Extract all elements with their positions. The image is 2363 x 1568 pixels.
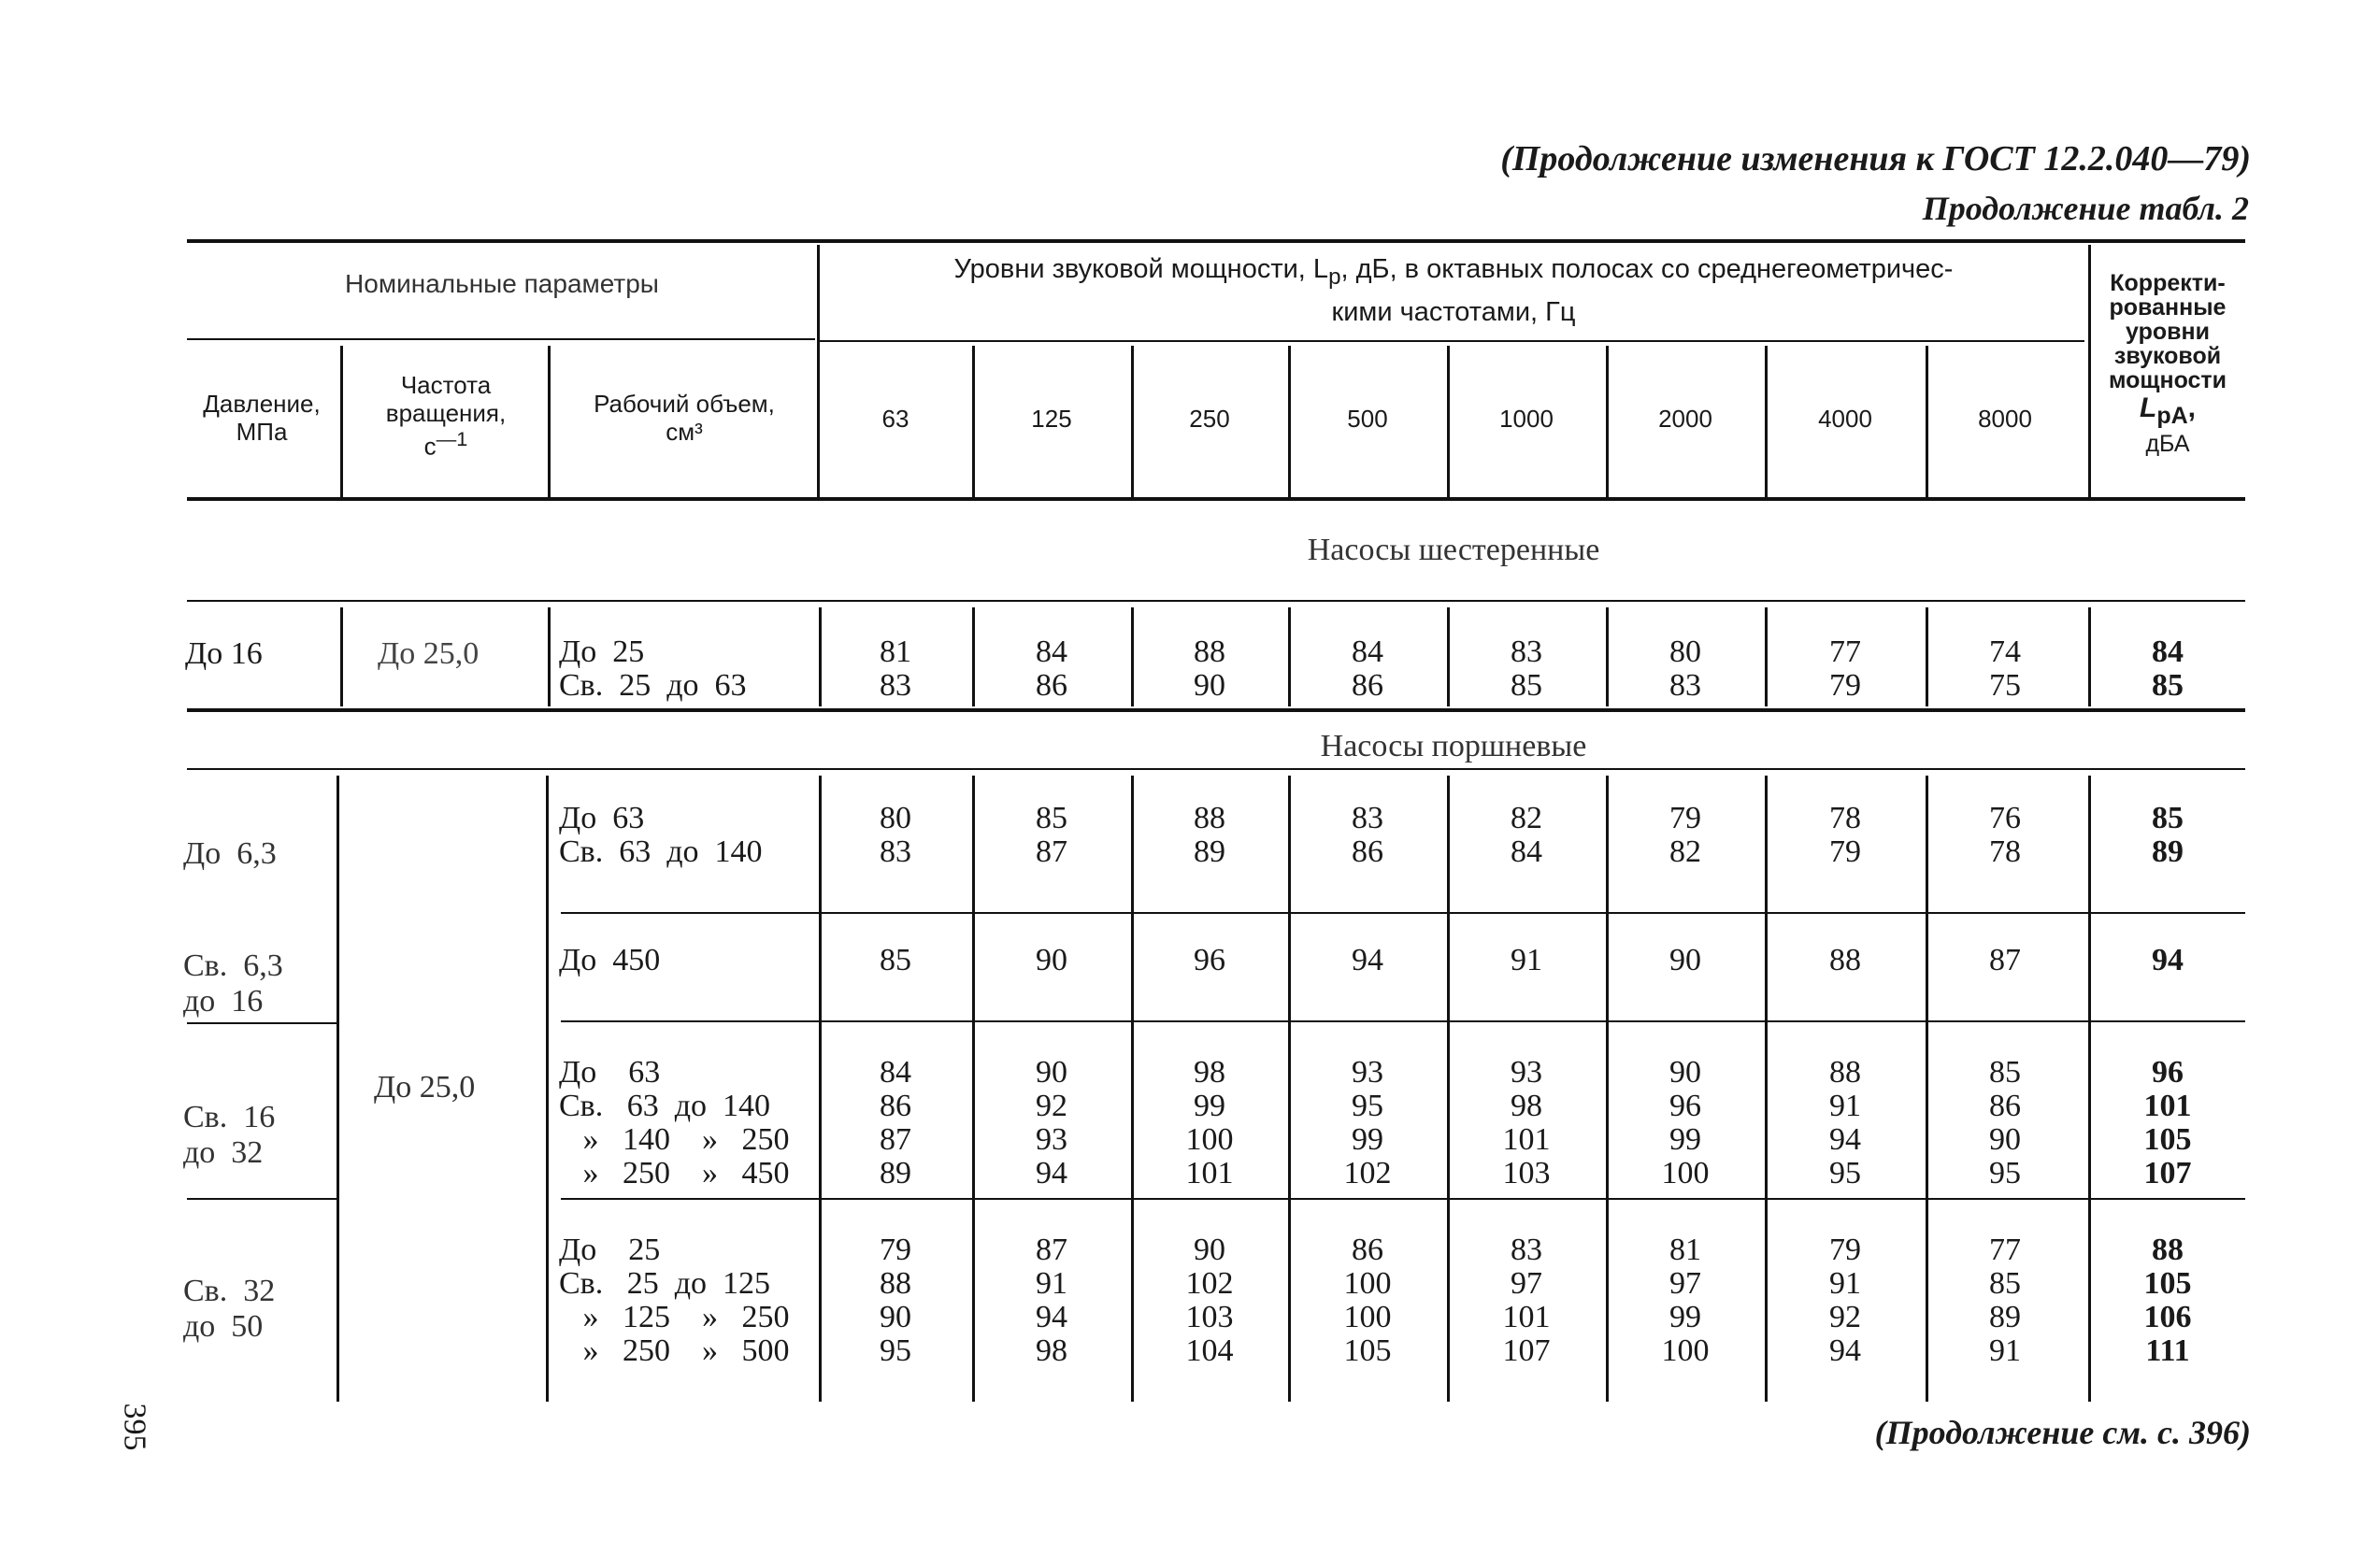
piston-value-g3-r3-c7: 91: [1989, 1333, 2021, 1368]
volume-l2: см³: [666, 417, 703, 446]
piston-value-g3-r3-c3: 105: [1343, 1333, 1392, 1368]
header-sound-levels-rest: , дБ, в октавных полосах со среднегеометричес-: [1340, 254, 1954, 284]
piston-value-g3-r1-c2: 102: [1185, 1266, 1234, 1301]
rule-gear-bottom: [187, 708, 2245, 712]
gear-value-r1-c6: 79: [1829, 668, 1861, 703]
header-sound-levels-sub: р: [1328, 264, 1341, 290]
piston-value-g1-r0-c1: 90: [1036, 943, 1067, 977]
piston-volume-g3-r1: Св. 25 до 125: [559, 1266, 771, 1301]
gear-pressure: До 16: [185, 636, 263, 671]
gear-value-r1-c2: 90: [1194, 668, 1225, 703]
piston-value-g2-r3-c2: 101: [1185, 1156, 1234, 1190]
band-header-250: 250: [1189, 405, 1230, 433]
corrected-l1: Корректи-: [2110, 270, 2226, 296]
piston-value-g0-r1-c7: 78: [1989, 834, 2021, 869]
piston-volume-g3-r2: » 125 » 250: [559, 1300, 790, 1334]
piston-value-g0-r0-c8: 85: [2152, 801, 2184, 835]
rule-piston-g1-left: [187, 1022, 337, 1024]
piston-value-g3-r2-c0: 90: [880, 1300, 911, 1334]
footer-continued: (Продолжение см. с. 396): [1874, 1414, 2251, 1451]
piston-value-g2-r2-c8: 105: [2143, 1122, 2192, 1157]
piston-volume-g2-r1: Св. 63 до 140: [559, 1089, 771, 1123]
rule-top: [187, 239, 2245, 243]
piston-value-g2-r0-c2: 98: [1194, 1055, 1225, 1090]
vrule-freq: [548, 346, 551, 497]
piston-value-g2-r0-c8: 96: [2152, 1055, 2184, 1090]
piston-value-g1-r0-c0: 85: [880, 943, 911, 977]
rule-gear-top: [187, 600, 2245, 602]
piston-value-g0-r0-c3: 83: [1352, 801, 1383, 835]
piston-volume-g1-r0: До 450: [559, 943, 661, 977]
gear-value-r1-c4: 85: [1511, 668, 1542, 703]
section-gear-title: Насосы шестеренные: [1307, 533, 1600, 567]
piston-value-g0-r0-c7: 76: [1989, 801, 2021, 835]
corrected-l3: уровни: [2126, 319, 2210, 345]
freq-l3: [344, 428, 548, 462]
vrule-volume: [817, 245, 820, 497]
piston-volume-g2-r2: » 140 » 250: [559, 1122, 790, 1157]
gear-value-r0-c7: 74: [1989, 634, 2021, 669]
gear-value-r0-c6: 77: [1829, 634, 1861, 669]
piston-value-g1-r0-c3: 94: [1352, 943, 1383, 977]
piston-value-g3-r1-c4: 97: [1511, 1266, 1542, 1301]
piston-value-g0-r0-c2: 88: [1194, 801, 1225, 835]
piston-value-g0-r0-c1: 85: [1036, 801, 1067, 835]
piston-value-g3-r0-c0: 79: [880, 1233, 911, 1267]
piston-value-g3-r2-c8: 106: [2143, 1300, 2192, 1334]
piston-value-g1-r0-c6: 88: [1829, 943, 1861, 977]
piston-value-g0-r1-c5: 82: [1669, 834, 1701, 869]
piston-value-g3-r3-c0: 95: [880, 1333, 911, 1368]
piston-volume-g2-r3: » 250 » 450: [559, 1156, 790, 1190]
piston-pressure-g1-1: до 16: [183, 984, 264, 1019]
piston-value-g2-r2-c0: 87: [880, 1122, 911, 1157]
piston-value-g0-r1-c6: 79: [1829, 834, 1861, 869]
piston-value-g3-r2-c1: 94: [1036, 1300, 1067, 1334]
band-header-63: 63: [881, 405, 909, 433]
piston-value-g3-r0-c2: 90: [1194, 1233, 1225, 1267]
gear-value-r0-c1: 84: [1036, 634, 1067, 669]
piston-value-g2-r3-c8: 107: [2143, 1156, 2192, 1190]
piston-value-g0-r1-c0: 83: [880, 834, 911, 869]
gear-freq: До 25,0: [378, 636, 480, 671]
piston-value-g0-r0-c6: 78: [1829, 801, 1861, 835]
piston-pressure-g1-0: Св. 6,3: [183, 948, 283, 983]
piston-value-g2-r1-c8: 101: [2143, 1089, 2192, 1123]
piston-value-g2-r2-c2: 100: [1185, 1122, 1234, 1157]
piston-value-g2-r3-c0: 89: [880, 1156, 911, 1190]
piston-value-g3-r1-c8: 105: [2143, 1266, 2192, 1301]
piston-value-g3-r1-c0: 88: [880, 1266, 911, 1301]
piston-value-g2-r0-c0: 84: [880, 1055, 911, 1090]
piston-value-g3-r1-c1: 91: [1036, 1266, 1067, 1301]
rule-piston-g3: [561, 1198, 2245, 1200]
piston-volume-g2-r0: До 63: [559, 1055, 661, 1090]
page-number: 395: [117, 1403, 152, 1451]
piston-value-g2-r2-c7: 90: [1989, 1122, 2021, 1157]
piston-value-g3-r3-c5: 100: [1661, 1333, 1710, 1368]
piston-value-g1-r0-c8: 94: [2152, 943, 2184, 977]
piston-freq: До 25,0: [374, 1070, 476, 1105]
piston-value-g3-r1-c7: 85: [1989, 1266, 2021, 1301]
band-header-2000: 2000: [1658, 405, 1712, 433]
gear-value-r1-c8: 85: [2152, 668, 2184, 703]
gear-value-r0-c5: 80: [1669, 634, 1701, 669]
freq-l2: вращения,: [385, 398, 507, 427]
piston-value-g2-r3-c7: 95: [1989, 1156, 2021, 1190]
piston-value-g2-r0-c7: 85: [1989, 1055, 2021, 1090]
vrule-gear-2: [548, 607, 551, 706]
gear-value-r1-c0: 83: [880, 668, 911, 703]
piston-value-g2-r3-c6: 95: [1829, 1156, 1861, 1190]
piston-value-g3-r2-c7: 89: [1989, 1300, 2021, 1334]
piston-value-g2-r2-c6: 94: [1829, 1122, 1861, 1157]
piston-value-g3-r2-c3: 100: [1343, 1300, 1392, 1334]
header-sound-levels-text: Уровни звуковой мощности, L: [953, 254, 1329, 284]
piston-value-g3-r3-c8: 111: [2145, 1333, 2190, 1368]
piston-value-g3-r0-c1: 87: [1036, 1233, 1067, 1267]
piston-value-g3-r1-c3: 100: [1343, 1266, 1392, 1301]
piston-value-g0-r1-c1: 87: [1036, 834, 1067, 869]
piston-value-g3-r3-c2: 104: [1185, 1333, 1234, 1368]
vrule-pressure: [340, 346, 343, 497]
vrule-piston-2: [546, 776, 549, 1402]
gear-value-r1-c1: 86: [1036, 668, 1067, 703]
rule-header-mid-bands: [819, 340, 2084, 342]
piston-pressure-g2-0: Св. 16: [183, 1100, 276, 1134]
piston-value-g2-r0-c1: 90: [1036, 1055, 1067, 1090]
freq-l1: Частота: [400, 371, 492, 399]
pressure-l1: Давление,: [203, 390, 321, 418]
piston-volume-g3-r3: » 250 » 500: [559, 1333, 790, 1368]
piston-value-g1-r0-c4: 91: [1511, 943, 1542, 977]
piston-value-g2-r1-c5: 96: [1669, 1089, 1701, 1123]
corrected-l5: мощности: [2108, 367, 2227, 393]
piston-value-g3-r3-c6: 94: [1829, 1333, 1861, 1368]
gear-value-r1-c7: 75: [1989, 668, 2021, 703]
piston-value-g0-r1-c8: 89: [2152, 834, 2184, 869]
piston-value-g3-r0-c5: 81: [1669, 1233, 1701, 1267]
piston-value-g3-r0-c4: 83: [1511, 1233, 1542, 1267]
piston-volume-g0-r1: Св. 63 до 140: [559, 834, 763, 869]
piston-value-g2-r1-c0: 86: [880, 1089, 911, 1123]
header-sound-levels-line2: кими частотами, Гц: [1331, 297, 1576, 327]
piston-volume-g3-r0: До 25: [559, 1233, 661, 1267]
band-header-1000: 1000: [1499, 405, 1554, 433]
piston-value-g2-r0-c5: 90: [1669, 1055, 1701, 1090]
gear-volume-0: До 25: [559, 634, 645, 669]
table-continuation-label: Продолжение табл. 2: [1922, 190, 2249, 227]
gear-value-r1-c3: 86: [1352, 668, 1383, 703]
header-pressure: [183, 391, 340, 447]
piston-value-g0-r0-c5: 79: [1669, 801, 1701, 835]
rule-header-mid-left: [187, 338, 815, 340]
piston-value-g3-r0-c8: 88: [2152, 1233, 2184, 1267]
piston-value-g2-r3-c5: 100: [1661, 1156, 1710, 1190]
piston-value-g2-r2-c5: 99: [1669, 1122, 1701, 1157]
corrected-l2: рованные: [2109, 294, 2227, 321]
band-header-500: 500: [1347, 405, 1388, 433]
piston-value-g2-r1-c6: 91: [1829, 1089, 1861, 1123]
piston-value-g2-r1-c1: 92: [1036, 1089, 1067, 1123]
freq-sup: —1: [436, 426, 468, 450]
piston-value-g2-r1-c2: 99: [1194, 1089, 1225, 1123]
piston-value-g2-r0-c4: 93: [1511, 1055, 1542, 1090]
vrule-piston-1: [337, 776, 339, 1402]
piston-pressure-g2-1: до 32: [183, 1135, 264, 1170]
rule-piston-g2-left: [187, 1198, 337, 1200]
piston-pressure-g0-0: До 6,3: [183, 836, 277, 871]
piston-value-g3-r1-c5: 97: [1669, 1266, 1701, 1301]
rule-piston-g2: [561, 1020, 2245, 1022]
band-header-4000: 4000: [1818, 405, 1872, 433]
section-piston-title: Насосы поршневые: [1320, 729, 1587, 763]
piston-value-g2-r0-c3: 93: [1352, 1055, 1383, 1090]
rule-piston-g1: [561, 912, 2245, 914]
piston-value-g3-r3-c1: 98: [1036, 1333, 1067, 1368]
piston-value-g0-r1-c3: 86: [1352, 834, 1383, 869]
gear-value-r0-c0: 81: [880, 634, 911, 669]
gear-value-r0-c4: 83: [1511, 634, 1542, 669]
header-volume: [551, 391, 817, 447]
piston-value-g3-r2-c5: 99: [1669, 1300, 1701, 1334]
piston-value-g2-r2-c3: 99: [1352, 1122, 1383, 1157]
band-header-8000: 8000: [1978, 405, 2032, 433]
piston-value-g3-r1-c6: 91: [1829, 1266, 1861, 1301]
piston-value-g3-r0-c3: 86: [1352, 1233, 1383, 1267]
piston-value-g0-r1-c2: 89: [1194, 834, 1225, 869]
piston-value-g2-r3-c3: 102: [1343, 1156, 1392, 1190]
piston-value-g3-r0-c6: 79: [1829, 1233, 1861, 1267]
corrected-l7: дБА: [2145, 431, 2190, 457]
rule-header-bottom: [187, 497, 2245, 501]
gear-value-r0-c3: 84: [1352, 634, 1383, 669]
pressure-l2: МПа: [236, 417, 288, 446]
piston-value-g1-r0-c5: 90: [1669, 943, 1701, 977]
piston-value-g2-r0-c6: 88: [1829, 1055, 1861, 1090]
piston-value-g2-r1-c4: 98: [1511, 1089, 1542, 1123]
piston-value-g3-r0-c7: 77: [1989, 1233, 2021, 1267]
header-nominal-params: Номинальные параметры: [345, 269, 659, 298]
corrected-symbol: L: [2140, 392, 2157, 423]
piston-value-g2-r1-c3: 95: [1352, 1089, 1383, 1123]
piston-pressure-g3-0: Св. 32: [183, 1274, 276, 1308]
piston-pressure-g3-1: до 50: [183, 1309, 264, 1344]
header-corrected: [2090, 271, 2245, 456]
gear-value-r0-c2: 88: [1194, 634, 1225, 669]
corrected-l6: $L_{pA}$,: [2140, 392, 2196, 429]
rule-piston-top: [187, 768, 2245, 770]
piston-value-g1-r0-c2: 96: [1194, 943, 1225, 977]
piston-value-g2-r3-c1: 94: [1036, 1156, 1067, 1190]
gear-value-r0-c8: 84: [2152, 634, 2184, 669]
piston-value-g3-r2-c4: 101: [1502, 1300, 1551, 1334]
piston-value-g0-r1-c4: 84: [1511, 834, 1542, 869]
piston-value-g0-r0-c0: 80: [880, 801, 911, 835]
piston-value-g1-r0-c7: 87: [1989, 943, 2021, 977]
piston-value-g2-r1-c7: 86: [1989, 1089, 2021, 1123]
piston-value-g0-r0-c4: 82: [1511, 801, 1542, 835]
corrected-l4: звуковой: [2113, 343, 2222, 369]
header-freq: [344, 372, 548, 461]
corrected-sub: pA: [2156, 403, 2188, 429]
band-header-125: 125: [1031, 405, 1072, 433]
piston-value-g2-r2-c4: 101: [1502, 1122, 1551, 1157]
freq-unit: с: [423, 432, 437, 461]
piston-value-g2-r2-c1: 93: [1036, 1122, 1067, 1157]
gear-value-r1-c5: 83: [1669, 668, 1701, 703]
gear-volume-1: Св. 25 до 63: [559, 668, 747, 703]
piston-value-g2-r3-c4: 103: [1502, 1156, 1551, 1190]
piston-value-g3-r2-c6: 92: [1829, 1300, 1861, 1334]
volume-l1: Рабочий объем,: [594, 390, 775, 418]
piston-value-g3-r2-c2: 103: [1185, 1300, 1234, 1334]
vrule-gear-1: [340, 607, 343, 706]
piston-value-g3-r3-c4: 107: [1502, 1333, 1551, 1368]
piston-volume-g0-r0: До 63: [559, 801, 645, 835]
header-sound-levels: [821, 254, 2086, 291]
continuation-title: (Продолжение изменения к ГОСТ 12.2.040—79): [1500, 139, 2251, 178]
